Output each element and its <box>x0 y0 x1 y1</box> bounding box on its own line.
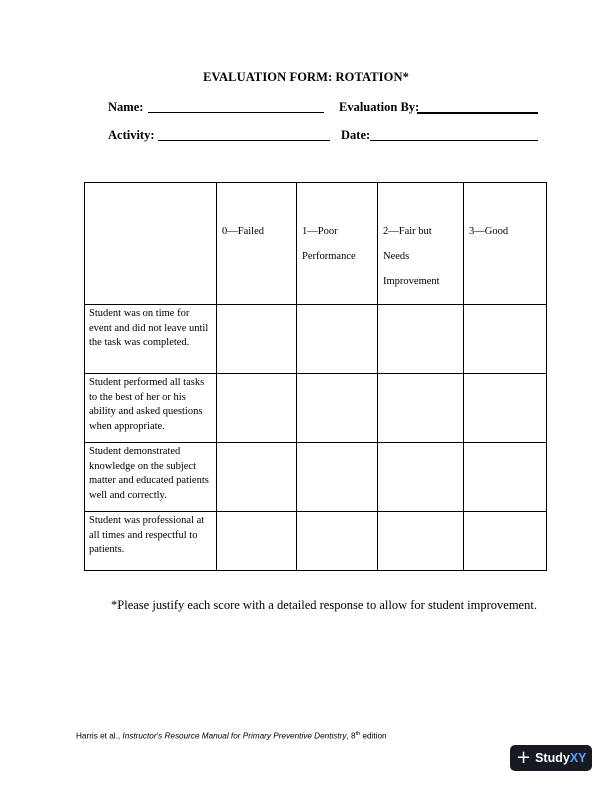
table-row <box>85 443 547 512</box>
header-cell-fair <box>378 183 464 305</box>
table-row <box>85 374 547 443</box>
footer-sup: th <box>355 731 361 737</box>
evaluation-table <box>84 182 547 571</box>
logo-text <box>535 751 586 765</box>
score-cell-0[interactable] <box>217 512 297 571</box>
logo-text-study: Study <box>535 751 570 765</box>
evaluation-by-label: Evaluation By: <box>339 100 420 114</box>
header-label-line: Needs <box>383 251 410 262</box>
score-cell-2[interactable] <box>378 512 464 571</box>
logo-text-xy: XY <box>569 751 587 765</box>
table-row <box>85 512 547 571</box>
header-label-line: Performance <box>302 251 356 262</box>
footer-sep: , 8 <box>346 731 356 741</box>
score-cell-3[interactable] <box>464 512 547 571</box>
table-header-row <box>85 183 547 305</box>
justification-note: *Please justify each score with a detailed response to allow for student improvement. <box>111 598 537 612</box>
header-label-line: Improvement <box>383 276 440 287</box>
name-field-line[interactable] <box>148 112 324 113</box>
footer-suffix: edition <box>360 731 387 741</box>
score-cell-1[interactable] <box>297 305 378 374</box>
criterion-cell <box>85 512 217 571</box>
footer-citation <box>76 731 387 741</box>
score-cell-0[interactable] <box>217 443 297 512</box>
score-cell-1[interactable] <box>297 512 378 571</box>
criterion-cell <box>85 305 217 374</box>
page-title: EVALUATION FORM: ROTATION* <box>203 70 409 84</box>
header-label-line: 2—Fair but <box>383 226 432 237</box>
criterion-text: Student was on time for event and did not leave until the task was completed. <box>89 308 209 348</box>
score-cell-0[interactable] <box>217 305 297 374</box>
plus-icon: + <box>516 747 532 768</box>
criterion-cell <box>85 374 217 443</box>
evaluation-by-field-line[interactable] <box>417 112 538 114</box>
header-cell-criteria <box>85 183 217 305</box>
header-cell-failed <box>217 183 297 305</box>
criterion-text: Student was professional at all times and respectful to patients. <box>89 515 205 555</box>
footer-book-title: Instructor's Resource Manual for Primary Preventive Dentistry <box>122 731 347 741</box>
header-label-line: 3—Good <box>469 226 509 237</box>
score-cell-2[interactable] <box>378 443 464 512</box>
score-cell-3[interactable] <box>464 443 547 512</box>
studyxy-logo <box>510 745 592 771</box>
score-cell-3[interactable] <box>464 374 547 443</box>
activity-label: Activity: <box>108 128 155 142</box>
header-cell-poor <box>297 183 378 305</box>
score-cell-1[interactable] <box>297 443 378 512</box>
header-label-line: 1—Poor <box>302 226 338 237</box>
footer-prefix: Harris et al., <box>76 731 123 741</box>
name-label: Name: <box>108 100 144 114</box>
date-field-line[interactable] <box>370 140 538 141</box>
date-label: Date: <box>341 128 371 142</box>
score-cell-2[interactable] <box>378 374 464 443</box>
score-cell-1[interactable] <box>297 374 378 443</box>
activity-field-line[interactable] <box>158 140 330 141</box>
criterion-text: Student demonstrated knowledge on the subject matter and educated patients well and correctly. <box>89 446 209 501</box>
header-cell-good <box>464 183 547 305</box>
score-cell-2[interactable] <box>378 305 464 374</box>
criterion-text: Student performed all tasks to the best of her or his ability and asked questions when appropriate. <box>89 377 205 432</box>
score-cell-0[interactable] <box>217 374 297 443</box>
score-cell-3[interactable] <box>464 305 547 374</box>
table-row <box>85 305 547 374</box>
header-label-line: 0—Failed <box>222 226 264 237</box>
criterion-cell <box>85 443 217 512</box>
